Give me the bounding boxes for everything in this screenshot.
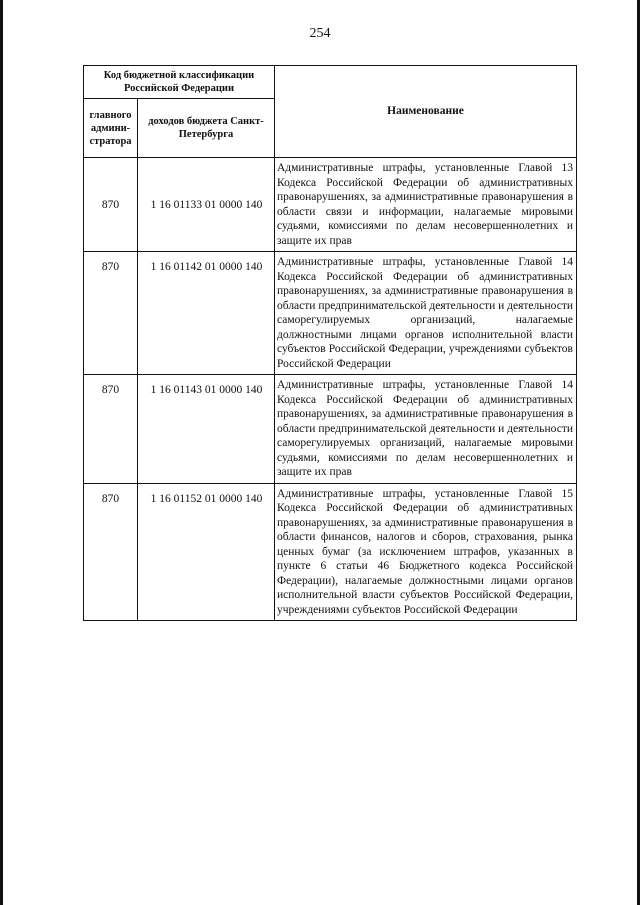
row-description: Административные штрафы, установленные Главой 13 Кодекса Российской Федерации об административных правонарушениях, за административные правонарушения в области связи и информации, налагаемые мировыми судьями, комиссиями по делам несовершеннолетних и защите их прав <box>275 158 577 252</box>
row-income-code: 1 16 01142 01 0000 140 <box>138 252 275 375</box>
table-header <box>84 66 577 158</box>
row-income-code: 1 16 01133 01 0000 140 <box>138 158 275 252</box>
row-admin-code: 870 <box>84 375 138 484</box>
row-admin-code: 870 <box>84 158 138 252</box>
table-row <box>84 483 577 621</box>
row-description: Административные штрафы, установленные Главой 14 Кодекса Российской Федерации об административных правонарушениях, за административные правонарушения в области предпринимательской деятельности и деятельности саморегулируемых организаций, налагаемые мировыми судьями, комиссиями по делам несовершеннолетних и защите их прав <box>275 375 577 484</box>
row-admin-code: 870 <box>84 252 138 375</box>
row-description: Административные штрафы, установленные Главой 15 Кодекса Российской Федерации об административных правонарушениях, за административные правонарушения в области финансов, налогов и сборов, страхования, рынка ценных бумаг (за исключением штрафов, указанных в пункте 6 статьи 46 Бюджетного кодекса Российской Федерации), налагаемые должностными лицами органов исполнительной власти субъектов Российской Федерации, учреждениями субъектов Российской Федерации <box>275 483 577 621</box>
table-row <box>84 158 577 252</box>
header-admin: главного админи-стратора <box>84 99 138 158</box>
header-name: Наименование <box>275 66 577 158</box>
row-income-code: 1 16 01152 01 0000 140 <box>138 483 275 621</box>
budget-classification-table <box>83 65 577 621</box>
header-group-label: Код бюджетной классификации Российской Федерации <box>84 66 275 99</box>
header-income: доходов бюджета Санкт-Петербурга <box>138 99 275 158</box>
table-row <box>84 252 577 375</box>
row-income-code: 1 16 01143 01 0000 140 <box>138 375 275 484</box>
row-admin-code: 870 <box>84 483 138 621</box>
table-row <box>84 375 577 484</box>
scan-border-left <box>0 0 3 905</box>
page-number: 254 <box>309 26 331 41</box>
row-description: Административные штрафы, установленные Главой 14 Кодекса Российской Федерации об административных правонарушениях, за административные правонарушения в области предпринимательской деятельности и деятельности саморегулируемых организаций, налагаемые должностными лицами органов исполнительной власти субъектов Российской Федерации, учреждениями субъектов Российской Федерации <box>275 252 577 375</box>
